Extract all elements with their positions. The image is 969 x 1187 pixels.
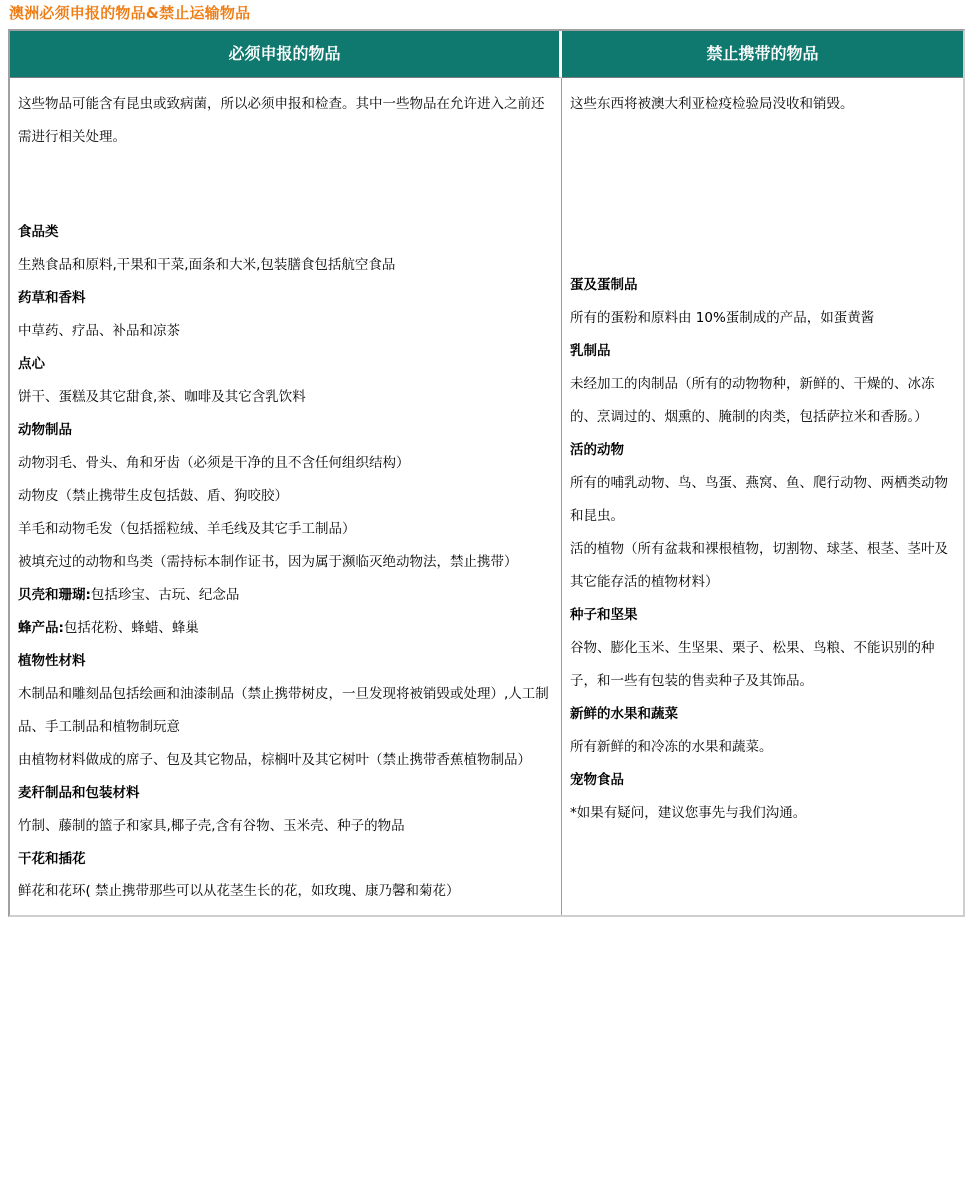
section-item-plant-materials-0: 木制品和雕刻品包括绘画和油漆制品（禁止携带树皮，一旦发现将被销毁或处理）,人工制品、手工制品和植物制玩意: [18, 686, 549, 735]
section-item-seeds-nuts-0: 谷物、膨化玉米、生坚果、栗子、松果、鸟粮、不能识别的种子，和一些有包装的售卖种子及其饰品。: [570, 640, 935, 689]
section-item-fresh-produce-0: 所有新鲜的和冷冻的水果和蔬菜。: [570, 739, 773, 755]
section-item-dried-flowers-0: 鲜花和花环( 禁止携带那些可以从花茎生长的花，如玫瑰、康乃馨和菊花）: [18, 883, 460, 899]
section-item-straw-packaging-0: 竹制、藤制的篮子和家具,椰子壳,含有谷物、玉米壳、种子的物品: [18, 818, 405, 834]
section-bee-products: [18, 612, 553, 645]
section-item-pet-food-note: *如果有疑问，建议您事先与我们沟通。: [570, 805, 807, 821]
section-item-live-animals-1: 活的植物（所有盆栽和裸根植物，切割物、球茎、根茎、茎叶及其它能存活的植物材料）: [570, 541, 948, 590]
column-header-prohibited: [562, 31, 963, 78]
section-body-shells-coral: 包括珍宝、古玩、纪念品: [90, 587, 240, 603]
section-item-animal-products-3: 被填充过的动物和鸟类（需持标本制作证书，因为属于濒临灭绝动物法，禁止携带）: [18, 554, 518, 570]
section-item-animal-products-2: 羊毛和动物毛发（包括摇粒绒、羊毛线及其它手工制品）: [18, 521, 356, 537]
section-item-animal-products-1: 动物皮（禁止携带生皮包括鼓、盾、狗咬胶）: [18, 488, 288, 504]
cell-prohibited: [562, 78, 963, 915]
cell-must-declare: [10, 78, 562, 915]
page-title: 澳洲必须申报的物品&禁止运输物品: [9, 4, 251, 22]
section-item-dairy-0: 未经加工的肉制品（所有的动物物种，新鲜的、干燥的、冰冻的、烹调过的、烟熏的、腌制的肉类，包括萨拉米和香肠。）: [570, 376, 935, 425]
column-header-must-declare-label: 必须申报的物品: [228, 44, 341, 63]
declare-prohibit-table: [8, 29, 965, 917]
section-heading-shells-coral: 贝壳和珊瑚:: [18, 587, 91, 603]
section-item-herbs-spices-0: 中草药、疗品、补品和凉茶: [18, 323, 180, 339]
section-item-animal-products-0: 动物羽毛、骨头、角和牙齿（必须是干净的且不含任何组织结构）: [18, 455, 410, 471]
section-item-eggs-0: 所有的蛋粉和原料由 10%蛋制成的产品，如蛋黄酱: [570, 310, 875, 326]
section-item-snacks-0: 饼干、蛋糕及其它甜食,茶、咖啡及其它含乳饮料: [18, 389, 306, 405]
section-item-live-animals-0: 所有的哺乳动物、鸟、鸟蛋、燕窝、鱼、爬行动物、两栖类动物和昆虫。: [570, 475, 948, 524]
section-heading-pet-food: 宠物食品: [570, 772, 624, 788]
left-intro-paragraph: 这些物品可能含有昆虫或致病菌，所以必须申报和检查。其中一些物品在允许进入之前还需进行相关处理。: [18, 96, 545, 145]
section-heading-animal-products: 动物制品: [18, 422, 72, 438]
table-body-row: [10, 78, 963, 915]
section-heading-live-animals: 活的动物: [570, 442, 624, 458]
section-heading-plant-materials: 植物性材料: [18, 653, 86, 669]
section-heading-eggs: 蛋及蛋制品: [570, 277, 638, 293]
column-header-prohibited-label: 禁止携带的物品: [706, 44, 819, 63]
left-intro-spacer: [18, 154, 553, 216]
section-heading-bee-products: 蜂产品:: [18, 620, 64, 636]
section-shells-coral: [18, 579, 553, 612]
section-item-food-0: 生熟食品和原料,干果和干菜,面条和大米,包装膳食包括航空食品: [18, 257, 396, 273]
table-header-row: [10, 31, 963, 78]
section-heading-fresh-produce: 新鲜的水果和蔬菜: [570, 706, 678, 722]
right-intro-paragraph: 这些东西将被澳大利亚检疫检验局没收和销毁。: [570, 96, 854, 112]
section-heading-food: 食品类: [18, 224, 59, 240]
section-item-plant-materials-1: 由植物材料做成的席子、包及其它物品，棕榈叶及其它树叶（禁止携带香蕉植物制品）: [18, 752, 531, 768]
right-intro-spacer: [570, 121, 955, 269]
section-heading-dairy: 乳制品: [570, 343, 611, 359]
column-header-must-declare: [10, 31, 562, 78]
section-heading-dried-flowers: 干花和插花: [18, 851, 86, 867]
section-heading-seeds-nuts: 种子和坚果: [570, 607, 638, 623]
section-heading-snacks: 点心: [18, 356, 45, 372]
section-heading-herbs-spices: 药草和香料: [18, 290, 86, 306]
section-body-bee-products: 包括花粉、蜂蜡、蜂巢: [63, 620, 199, 636]
section-heading-straw-packaging: 麦秆制品和包装材料: [18, 785, 140, 801]
